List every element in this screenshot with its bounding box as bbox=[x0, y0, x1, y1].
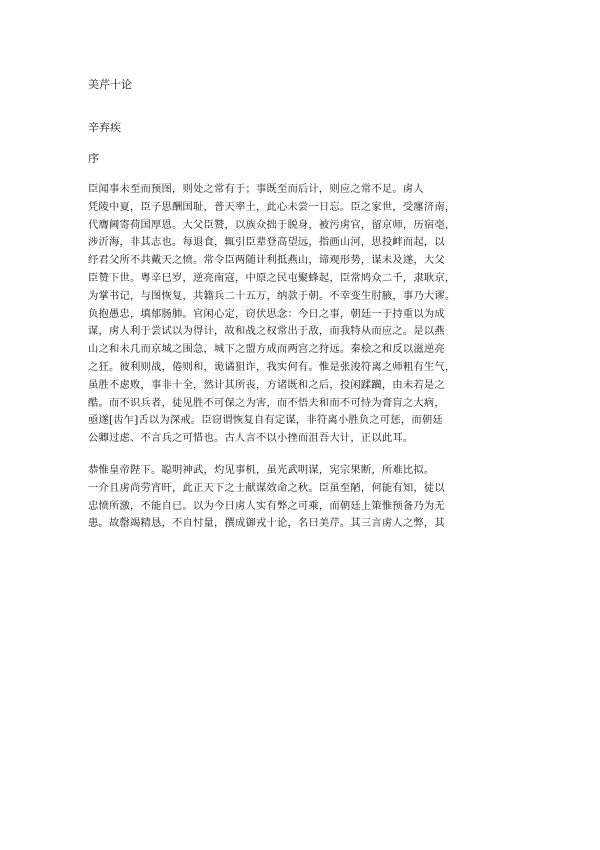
text-line: 酷。而不识兵者，徒见胜不可保之为害，而不悟夫和而不可恃为膏肓之大病， bbox=[88, 396, 445, 409]
text-line: 凭陵中夏，臣子思酬国耻，普天率土，此心未尝一日忘。臣之家世，受廛济南， bbox=[88, 200, 456, 213]
text-line: 臣赞下世。粤辛巳岁，逆亮南寇，中原之民屯聚蜂起，臣常鸠众二千，隶耿京， bbox=[88, 271, 456, 284]
text-line: 臣闻事未至而预图，则处之常有于；事既至而后计，则应之常不足。虏人 bbox=[88, 183, 424, 195]
text-line: 之狂。彼利则战，倦则和，诡谲狙诈，我实何有。惟是张浚符离之师粗有生气， bbox=[88, 360, 456, 373]
paragraph-1 bbox=[88, 181, 488, 448]
text-line: 涉沂海，非其志也。每退食，辄引臣辈登高望远，指画山河，思投衅而起，以 bbox=[88, 236, 445, 249]
text-line: 为掌书记，与图恢复，共籍兵二十五万，纳款于朝。不幸变生肘腋，事乃大谬。 bbox=[88, 289, 456, 302]
text-line: 公卿过虑、不言兵之可惜也。古人言不以小挫而沮吾大计，正以此耳。 bbox=[88, 432, 414, 445]
text-line: 代膺阃寄荷国厚恩。大父臣赞，以族众拙于脱身，被污虏官，留京师，历宿亳， bbox=[88, 218, 456, 231]
text-line: 谋，虏人利于尝试以为得计，故和战之权常出于敌，而我特从而应之。是以燕 bbox=[88, 325, 445, 338]
text-line: 负抱愚忠，填郁肠肺。官闲心定，窃伏思念：今日之事，朝廷一于持重以为成 bbox=[88, 307, 445, 320]
text-line: 恭惟皇帝陛下。聪明神武，灼见事机，虽光武明谋，宪宗果断，所难比拟。 bbox=[88, 463, 435, 476]
text-line: 纾君父所不共戴天之愤。常令臣两随计利抵燕山，谛观形势，谋未及遂，大父 bbox=[88, 254, 445, 267]
text-line: 亟遂[齿乍]舌以为深戒。臣窃谓恢复自有定谋，非符离小胜负之可惩，而朝廷 bbox=[88, 414, 443, 427]
text-line: 山之和未几而京城之围急，城下之盟方成而两宫之狩远。秦桧之和反以滋逆亮 bbox=[88, 343, 445, 356]
document-title: 美芹十论 bbox=[88, 78, 132, 91]
paragraph-gap bbox=[88, 448, 488, 462]
body-text bbox=[88, 181, 488, 533]
text-line: 虽胜不虑败，事非十全，然计其所丧，方诸既和之后，投闲蹂躏，由未若是之 bbox=[88, 378, 445, 391]
text-line: 忠愤所激，不能自已。以为今日虏人实有弊之可乘，而朝廷上策惟预备乃为无 bbox=[88, 499, 445, 512]
text-line: 患。故罄竭精恳，不自忖量，撰成御戎十论，名曰美芹。其三言虏人之弊，其 bbox=[88, 517, 445, 530]
paragraph-2 bbox=[88, 462, 488, 533]
section-heading: 序 bbox=[88, 152, 99, 165]
author-name: 辛弃疾 bbox=[88, 121, 121, 134]
text-line: 一介且虏尚劳宵旰，此正天下之士献谋效命之秋。臣虽至陋，何能有知，徒以 bbox=[88, 481, 445, 494]
